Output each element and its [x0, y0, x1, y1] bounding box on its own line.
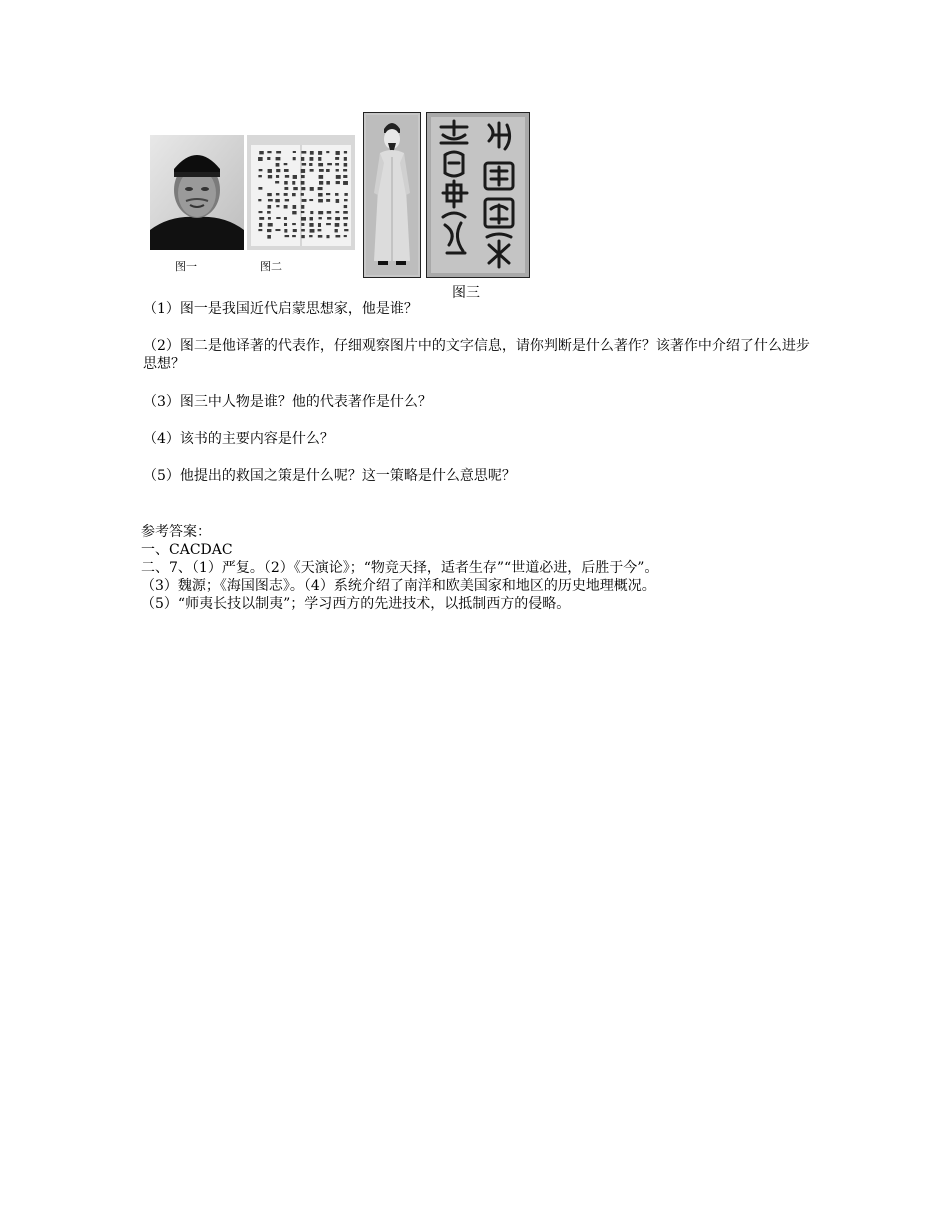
question-1: （1）图一是我国近代启蒙思想家，他是谁？	[143, 301, 418, 317]
answer-line: 二、7、（1）严复。（2）《天演论》；“物竞天择，适者生存”“世道必进，后胜于今”。	[141, 560, 659, 576]
figure-3-portrait	[363, 112, 421, 278]
figure-2-caption: 图二	[260, 260, 282, 273]
figure-2-manuscript	[247, 135, 355, 250]
manuscript-image	[247, 135, 355, 250]
seal-script-image	[427, 113, 529, 277]
portrait-photo-image	[150, 135, 244, 250]
answer-line: 一、CACDAC	[141, 542, 233, 558]
question-2: （2）图二是他译著的代表作，仔细观察图片中的文字信息，请你判断是什么著作？该著作中介绍了什么进步思想？	[143, 338, 810, 372]
answer-line: （5）“师夷长技以制夷”；学习西方的先进技术，以抵制西方的侵略。	[141, 596, 571, 612]
answer-line: （3）魏源；《海国图志》。（4）系统介绍了南洋和欧美国家和地区的历史地理概况。	[141, 578, 656, 594]
figure-3-caption: 图三	[452, 285, 480, 301]
figure-1-caption: 图一	[175, 260, 197, 273]
figure-1-portrait	[150, 135, 244, 250]
standing-figure-image	[364, 113, 420, 277]
question-4: （4）该书的主要内容是什么？	[143, 431, 334, 447]
question-5: （5）他提出的救国之策是什么呢？这一策略是什么意思呢？	[143, 468, 516, 484]
figure-3-calligraphy	[426, 112, 530, 278]
question-3: （3）图三中人物是谁？他的代表著作是什么？	[143, 394, 432, 410]
answers-title: 参考答案：	[141, 524, 211, 540]
